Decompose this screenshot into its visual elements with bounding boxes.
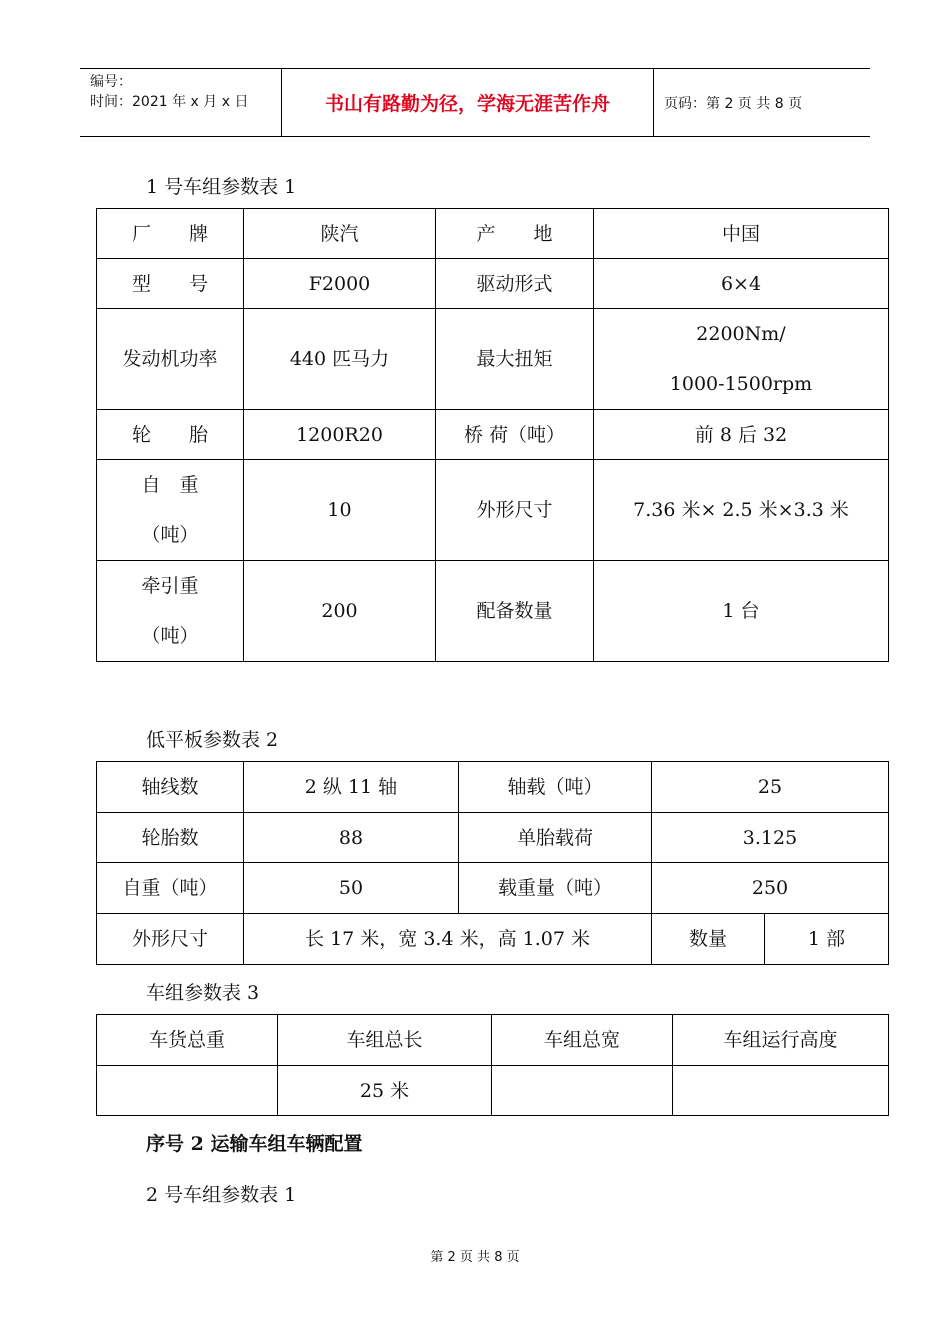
table-row (97, 410, 889, 460)
table-cell: 数量 (652, 914, 765, 965)
table-cell: 载重量（吨） (459, 863, 652, 914)
table-row (97, 561, 889, 662)
table-row (97, 259, 889, 309)
table1-caption: 1 号车组参数表 1 (146, 176, 297, 198)
table-row (97, 813, 889, 863)
torque-line-1: 2200Nm/ (696, 323, 786, 345)
table-cell: 1 台 (594, 561, 889, 662)
table3 (96, 1014, 889, 1116)
page-info: 页码：第 2 页 共 8 页 (664, 95, 803, 112)
table-cell: 中国 (594, 209, 889, 259)
table-row (97, 1066, 889, 1116)
table1 (96, 208, 889, 662)
time-label: 时间：2021 年 x 月 x 日 (90, 94, 249, 110)
table-row (97, 309, 889, 410)
table-cell: 6×4 (594, 259, 889, 309)
table-cell: 单胎载荷 (459, 813, 652, 863)
table-cell: 1200R20 (244, 410, 436, 460)
table-cell: 最大扭矩 (436, 309, 594, 410)
table-row (97, 1015, 889, 1066)
table-cell: 自重（吨） (97, 863, 244, 914)
table-cell: 10 (244, 460, 436, 561)
table-row (97, 914, 889, 965)
table-cell: 厂 牌 (97, 209, 244, 259)
table-row (97, 762, 889, 813)
table-cell: 3.125 (652, 813, 889, 863)
table-header-cell: 车组总宽 (492, 1015, 673, 1066)
table-header-cell: 车货总重 (97, 1015, 278, 1066)
table-row (97, 460, 889, 561)
table-cell: 桥 荷（吨） (436, 410, 594, 460)
torque-line-2: 1000-1500rpm (669, 373, 813, 395)
cell-line-2: （吨） (141, 625, 199, 647)
table3-caption: 车组参数表 3 (146, 982, 260, 1004)
table-cell (97, 1066, 278, 1116)
header-left (80, 69, 282, 136)
page-header (80, 68, 870, 137)
table-cell: 25 (652, 762, 889, 813)
page-footer: 第 2 页 共 8 页 (430, 1250, 520, 1265)
table-header-cell: 车组总长 (278, 1015, 492, 1066)
table-row (97, 863, 889, 914)
table-cell: 440 匹马力 (244, 309, 436, 410)
table-cell (673, 1066, 889, 1116)
table-cell: 前 8 后 32 (594, 410, 889, 460)
table-cell: 2 纵 11 轴 (244, 762, 459, 813)
table-cell: 250 (652, 863, 889, 914)
table2-caption: 低平板参数表 2 (146, 729, 279, 751)
table-cell (594, 309, 889, 410)
cell-line-1: 牵引重 (141, 575, 199, 597)
cell-line-1: 自 重 (141, 474, 199, 496)
table-cell: F2000 (244, 259, 436, 309)
table-cell: 200 (244, 561, 436, 662)
table-cell: 产 地 (436, 209, 594, 259)
table2 (96, 761, 889, 965)
table-cell: 1 部 (765, 914, 889, 965)
motto: 书山有路勤为径，学海无涯苦作舟 (282, 69, 654, 136)
table-cell: 发动机功率 (97, 309, 244, 410)
table-cell: 驱动形式 (436, 259, 594, 309)
serial-label: 编号： (90, 74, 132, 90)
next-table-caption: 2 号车组参数表 1 (146, 1184, 297, 1206)
table-cell: 型 号 (97, 259, 244, 309)
table-cell: 7.36 米× 2.5 米×3.3 米 (594, 460, 889, 561)
table-cell: 88 (244, 813, 459, 863)
cell-line-2: （吨） (141, 524, 199, 546)
table-cell: 长 17 米，宽 3.4 米，高 1.07 米 (244, 914, 652, 965)
table-cell: 陕汽 (244, 209, 436, 259)
table-header-cell: 车组运行高度 (673, 1015, 889, 1066)
table-cell: 轮胎数 (97, 813, 244, 863)
table-cell: 25 米 (278, 1066, 492, 1116)
table-cell: 50 (244, 863, 459, 914)
table-cell: 轴载（吨） (459, 762, 652, 813)
section-heading: 序号 2 运输车组车辆配置 (146, 1133, 363, 1155)
table-cell (97, 460, 244, 561)
table-cell (492, 1066, 673, 1116)
table-cell: 外形尺寸 (436, 460, 594, 561)
table-cell: 外形尺寸 (97, 914, 244, 965)
table-cell: 配备数量 (436, 561, 594, 662)
table-cell: 轴线数 (97, 762, 244, 813)
table-cell: 轮 胎 (97, 410, 244, 460)
table-row (97, 209, 889, 259)
table-cell (97, 561, 244, 662)
